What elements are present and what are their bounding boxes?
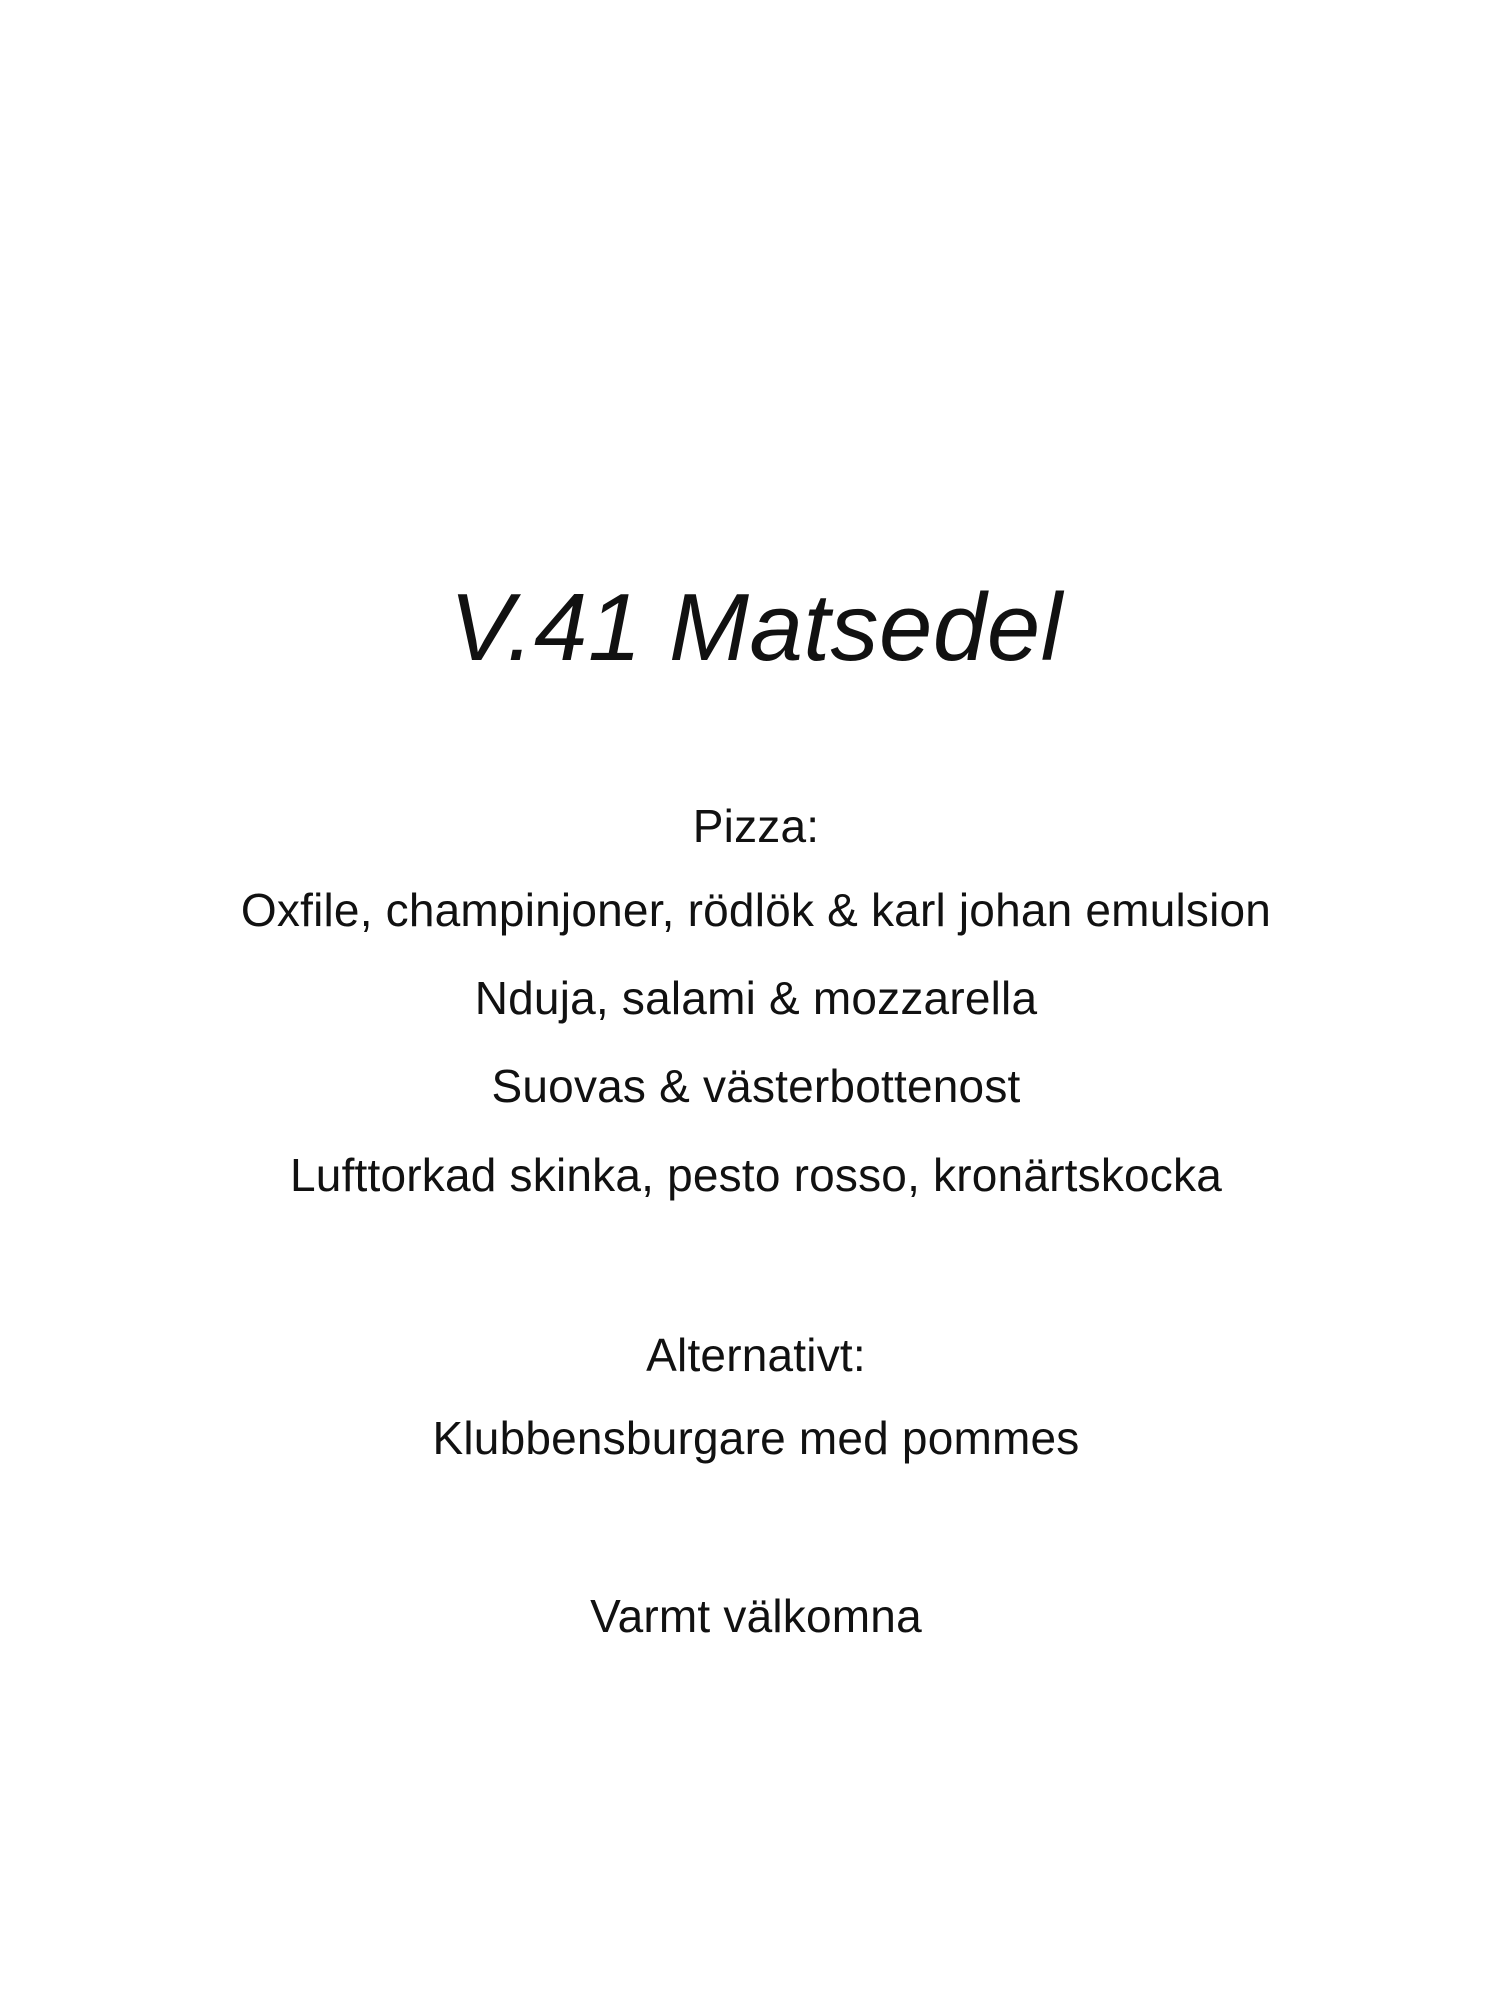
- pizza-item-2: Nduja, salami & mozzarella: [474, 972, 1038, 1024]
- alternative-item-1: Klubbensburgare med pommes: [432, 1412, 1080, 1464]
- alternative-heading: Alternativt:: [646, 1329, 866, 1381]
- pizza-item-4: Lufttorkad skinka, pesto rosso, kronärtskocka: [290, 1149, 1222, 1201]
- pizza-item-3: Suovas & västerbottenost: [491, 1060, 1021, 1112]
- closing-text: Varmt välkomna: [590, 1590, 922, 1642]
- pizza-heading: Pizza:: [692, 800, 820, 852]
- pizza-item-1: Oxfile, champinjoner, rödlök & karl johan emulsion: [240, 884, 1272, 936]
- menu-title: V.41 Matsedel: [449, 574, 1063, 681]
